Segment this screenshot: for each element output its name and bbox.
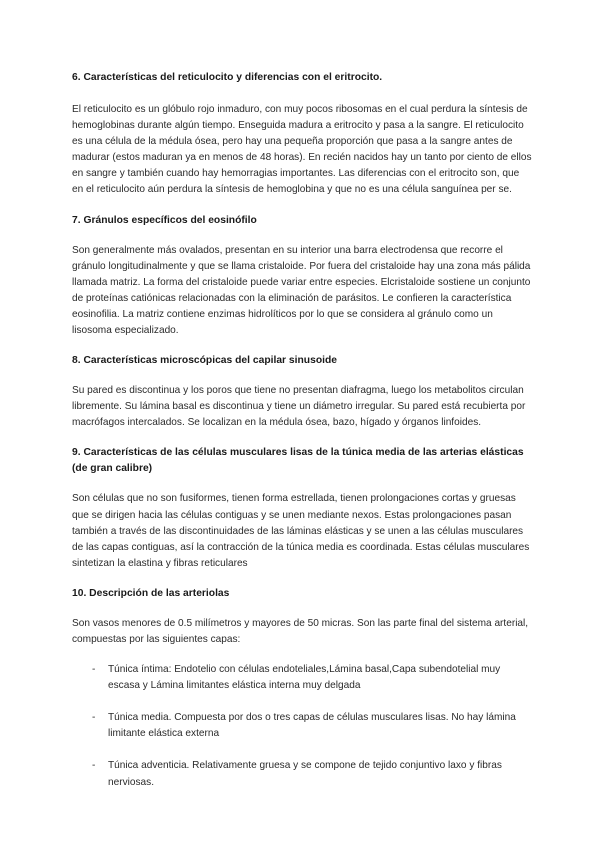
section-9-paragraph: Son células que no son fusiformes, tienen forma estrellada, tienen prolongaciones cortas y gruesas que se dirigen hacia las células contiguas y se unen mediante nexos. Estas prolongaciones pasan también a través de las discontinuidades de las láminas elásticas y se unen a las células musculares de las capas contiguas, así la contracción de la túnica media es coordinada. Estas células musculares sintetizan la elastina y fibras reticulares	[72, 493, 530, 569]
list-item-text: Túnica media. Compuesta por dos o tres capas de células musculares lisas. No hay lámina limitante elástica externa	[108, 712, 516, 740]
document-page	[72, 70, 532, 791]
section-8-paragraph: Su pared es discontinua y los poros que tiene no presentan diafragma, luego los metabolitos circulan libremente. Su lámina basal es discontinua y tiene un diámetro irregular. Su pared está recubierta por macrófagos intercalados. Se localizan en la médula ósea, bazo, hígado y órganos linfoides.	[72, 385, 526, 429]
section-6-paragraph: El reticulocito es un glóbulo rojo inmaduro, con muy pocos ribosomas en el cual perdura la síntesis de hemoglobinas durante algún tiempo. Enseguida madura a eritrocito y pasa a la sangre. El reticulocito es una célula de la médula ósea, pero hay una pequeña proporción que pasa a la sangre antes de madurar (estos maduran ya en menos de 48 horas). En recién nacidos hay un tanto por ciento de ellos en sangre y también cuando hay hemorragias importantes. Las diferencias con el eritrocito son, que en el reticulocito aún perdura la síntesis de hemoglobina y que no es una célula sanguínea per se.	[72, 104, 532, 196]
list-item-text: Túnica adventicia. Relativamente gruesa y se compone de tejido conjuntivo laxo y fibras nerviosas.	[108, 760, 502, 788]
section-10-heading: 10. Descripción de las arteriolas	[72, 587, 230, 599]
section-8-heading: 8. Características microscópicas del capilar sinusoide	[72, 355, 337, 367]
list-bullet: -	[92, 712, 96, 724]
list-item	[72, 710, 532, 742]
list-item	[72, 662, 532, 694]
section-7-heading: 7. Gránulos específicos del eosinófilo	[72, 214, 257, 226]
list-bullet: -	[92, 664, 96, 676]
section-7-paragraph: Son generalmente más ovalados, presentan en su interior una barra electrodensa que recorre el gránulo longitudinalmente y que se llama cristaloide. Por fuera del cristaloide hay una zona más pálida llamada matriz. La forma del cristaloide puede variar entre especies. Elcristaloide sostiene un conjunto de proteínas catiónicas relacionadas con la eliminación de parásitos. Le confieren la característica eosinofilia. La matriz contiene enzimas hidrolíticos por lo que se considera al gránulo como un lisosoma especializado.	[72, 244, 531, 337]
section-9-heading: 9. Características de las células musculares lisas de la túnica media de las arterias elásticas (de gran calibre)	[72, 447, 524, 475]
list-item	[72, 758, 532, 790]
list-bullet: -	[92, 760, 96, 772]
section-10-paragraph: Son vasos menores de 0.5 milímetros y mayores de 50 micras. Son las parte final del sistema arterial, compuestas por las siguientes capas:	[72, 617, 529, 645]
list-item-text: Túnica íntima: Endotelio con células endoteliales,Lámina basal,Capa subendotelial muy escasa y Lámina limitantes elástica interna muy delgada	[108, 664, 501, 692]
section-6-heading: 6. Características del reticulocito y diferencias con el eritrocito.	[72, 72, 383, 83]
arteriole-layers-list	[72, 662, 532, 791]
